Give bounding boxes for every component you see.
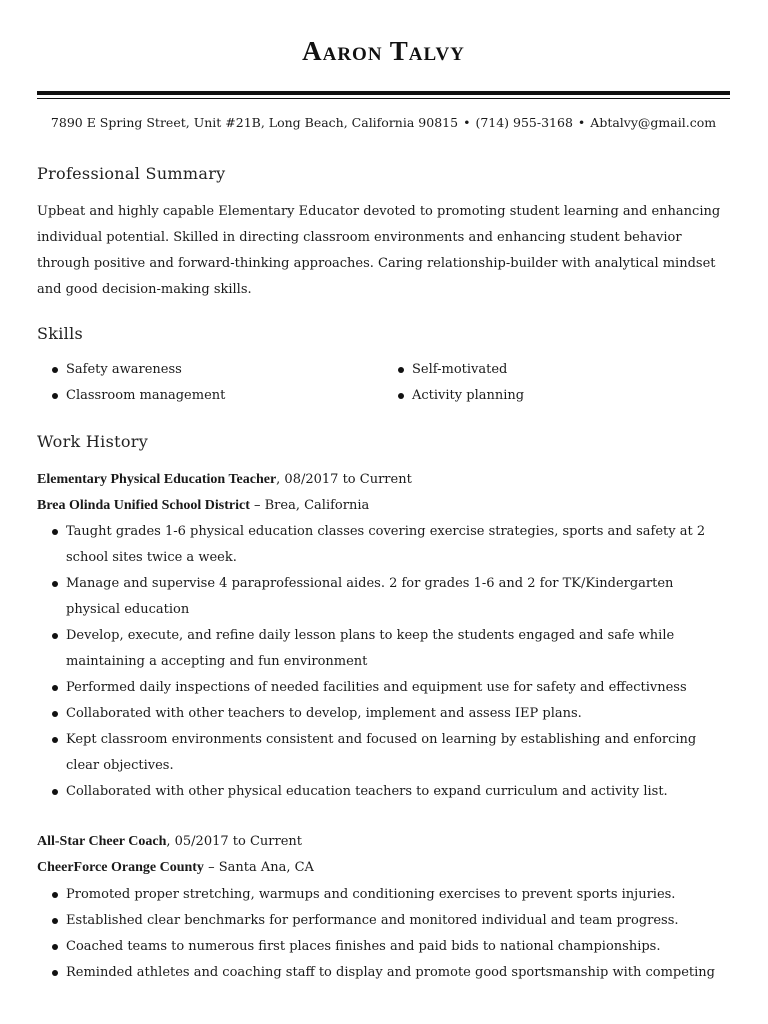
skill-item: Self-motivated <box>383 362 507 377</box>
job-bullet: Coached teams to numerous first places finishes and paid bids to national championships. <box>37 934 730 960</box>
job-dates: , 08/2017 to Current <box>276 472 412 487</box>
job-bullet: Taught grades 1-6 physical education classes covering exercise strategies, sports and safety at 2 school sites twice a week. <box>37 519 730 571</box>
job-title: All-Star Cheer Coach <box>37 834 167 849</box>
job-bullets <box>37 519 730 805</box>
contact-line <box>37 115 730 130</box>
job-title-line <box>37 472 412 488</box>
job-bullet: Performed daily inspections of needed facilities and equipment use for safety and effectivness <box>37 675 730 701</box>
work-heading: Work History <box>37 432 149 451</box>
job-bullet: Develop, execute, and refine daily lesson plans to keep the students engaged and safe while maintaining a accepting and fun environment <box>37 623 730 675</box>
job-bullet: Established clear benchmarks for performance and monitored individual and team progress. <box>37 908 730 934</box>
skill-item: Safety awareness <box>37 362 182 377</box>
skills-heading: Skills <box>37 324 84 343</box>
job-bullet: Reminded athletes and coaching staff to display and promote good sportsmanship with competing <box>37 960 730 986</box>
job-bullet: Kept classroom environments consistent and focused on learning by establishing and enforcing clear objectives. <box>37 727 730 779</box>
job-employer-line <box>37 498 369 514</box>
header-rule-thick <box>37 91 730 95</box>
skill-item: Classroom management <box>37 388 225 403</box>
job-bullets <box>37 882 730 986</box>
job-title: Elementary Physical Education Teacher <box>37 472 277 487</box>
job-bullet: Promoted proper stretching, warmups and conditioning exercises to prevent sports injuries. <box>37 882 730 908</box>
job-bullet: Manage and supervise 4 paraprofessional aides. 2 for grades 1-6 and 2 for TK/Kindergarten physical education <box>37 571 730 623</box>
contact-separator: • <box>577 115 586 130</box>
header-rule-thin <box>37 98 730 99</box>
job-employer-line <box>37 860 314 876</box>
contact-email: Abtalvy@gmail.com <box>590 115 717 130</box>
contact-address: 7890 E Spring Street, Unit #21B, Long Beach, California 90815 <box>50 115 459 130</box>
job-employer: Brea Olinda Unified School District <box>37 498 250 513</box>
job-location: – Brea, California <box>249 498 370 513</box>
candidate-name: Aaron Talvy <box>302 36 465 66</box>
job-title-line <box>37 834 302 850</box>
job-bullet: Collaborated with other physical education teachers to expand curriculum and activity list. <box>37 779 730 805</box>
summary-text: Upbeat and highly capable Elementary Educator devoted to promoting student learning and enhancing individual potential. Skilled in directing classroom environments and enhancing student behavior through positive and forward-thinking approaches. Caring relationship-builder with analytical mindset and good decision-making skills. <box>37 204 721 297</box>
contact-separator: • <box>463 115 471 130</box>
job-employer: CheerForce Orange County <box>37 860 204 875</box>
job-bullet: Collaborated with other teachers to develop, implement and assess IEP plans. <box>37 701 730 727</box>
job-location: – Santa Ana, CA <box>203 860 314 875</box>
summary-heading: Professional Summary <box>37 164 226 183</box>
contact-phone: (714) 955-3168 <box>475 115 573 130</box>
skill-item: Activity planning <box>383 388 524 403</box>
job-dates: , 05/2017 to Current <box>166 834 302 849</box>
